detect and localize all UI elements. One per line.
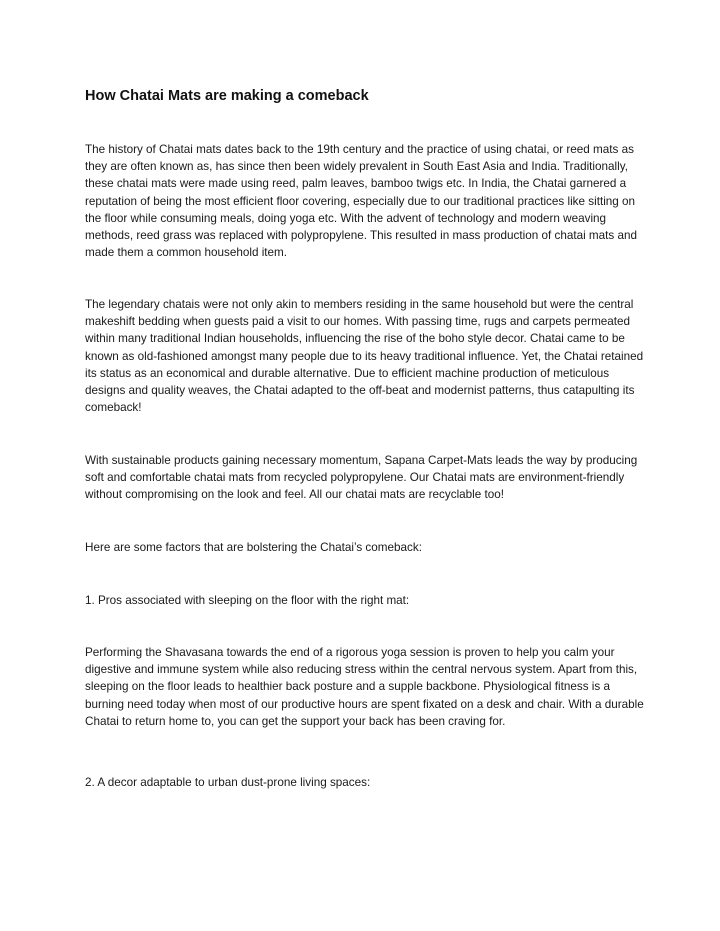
- document-title: How Chatai Mats are making a comeback: [85, 88, 369, 104]
- paragraph-shavasana: Performing the Shavasana towards the end of a rigorous yoga session is proven to help you calm your digestive and immune system while also reducing stress within the central nervous system. Apart from this, sleeping on the floor leads to healthier back posture and a supple backbone. Physiological fitness is a burning need today when most of our productive hours are spent fixated on a desk and chair. With a durable Chatai to return home to, you can get the support your back has been craving for.: [85, 646, 644, 728]
- list-item-heading-1: 1. Pros associated with sleeping on the floor with the right mat:: [85, 594, 410, 607]
- paragraph-factors-intro: Here are some factors that are bolstering the Chatai’s comeback:: [85, 541, 422, 554]
- list-item-heading-2: 2. A decor adaptable to urban dust-prone living spaces:: [85, 776, 371, 789]
- paragraph-legendary-chatais: The legendary chatais were not only akin to members residing in the same household but were the central makeshift bedding when guests paid a visit to our homes. With passing time, rugs and carpets permeated within many traditional Indian households, influencing the rise of the boho style decor. Chatai came to be known as old-fashioned amongst many people due to its heavy traditional influence. Yet, the Chatai retained its status as an economical and durable alternative. Due to efficient machine production of meticulous designs and quality weaves, the Chatai adapted to the off-beat and modernist patterns, thus catapulting its comeback!: [85, 298, 644, 415]
- paragraph-history: The history of Chatai mats dates back to the 19th century and the practice of using chatai, or reed mats as they are often known as, has since then been widely prevalent in South East Asia and India. Traditionally, these chatai mats were made using reed, palm leaves, bamboo twigs etc. In India, the Chatai garnered a reputation of being the most efficient floor covering, especially due to our traditional practices like sitting on the floor while consuming meals, doing yoga etc. With the advent of technology and modern weaving methods, reed grass was replaced with polypropylene. This resulted in mass production of chatai mats and made them a common household item.: [85, 143, 637, 260]
- paragraph-sustainable-products: With sustainable products gaining necessary momentum, Sapana Carpet-Mats leads the way by producing soft and comfortable chatai mats from recycled polypropylene. Our Chatai mats are environment-friendly without compromising on the look and feel. All our chatai mats are recyclable too!: [85, 454, 638, 502]
